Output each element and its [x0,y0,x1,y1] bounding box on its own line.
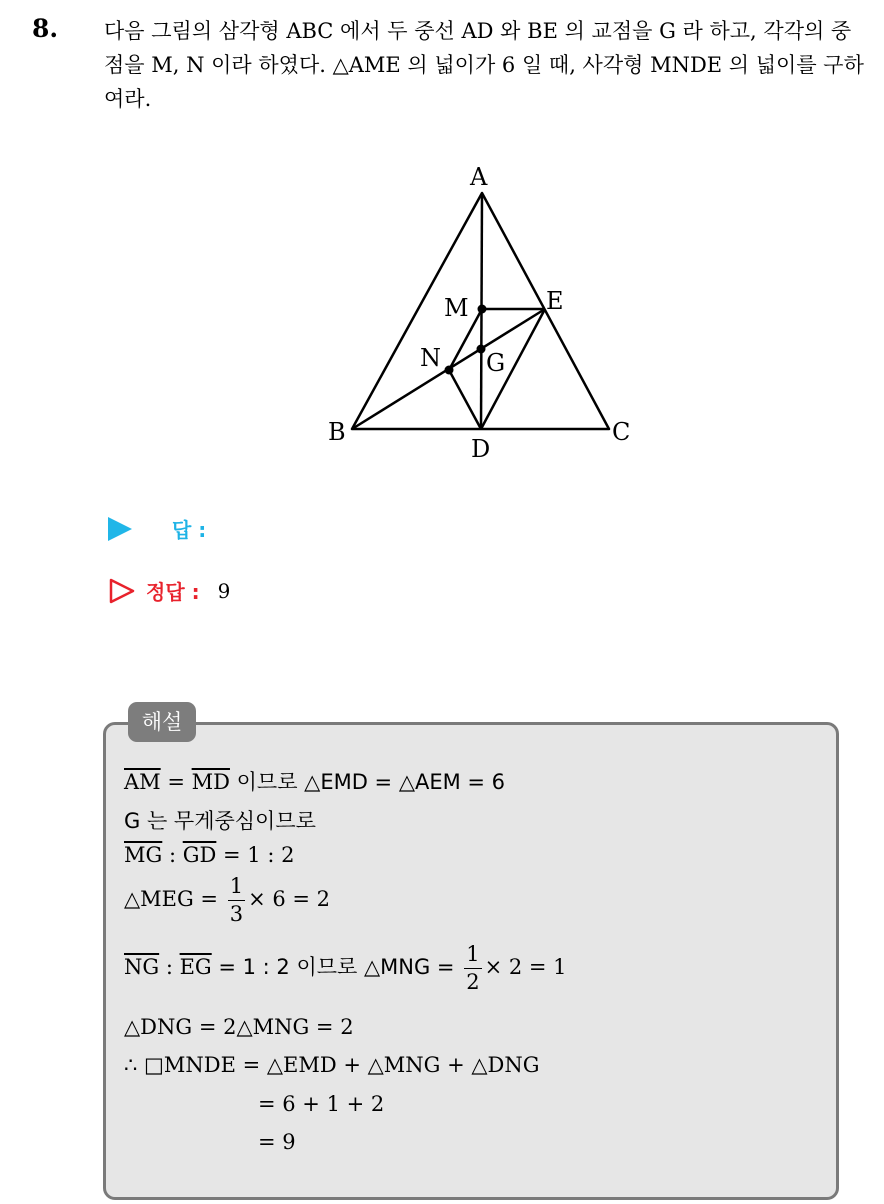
question-text: 다음 그림의 삼각형 ABC 에서 두 중선 AD 와 BE 의 교점을 G 라 하고, 각각의 중점을 M, N 이라 하였다. △AME 의 넓이가 6 일 때, 사각형 MNDE 의 넓이를 구하여라. [104,19,864,111]
segment-ng: $\overline{NG}$ [124,955,160,979]
answer-label: 답 : [172,518,207,542]
label-c: C [612,418,631,446]
line-1-rest: 이므로 △EMD = △AEM = 6 [229,770,506,794]
segment-am: $\overline{AM}$ [124,770,161,794]
answer-row [108,514,206,543]
solution-line-5 [124,944,567,993]
line-5-middle: = 1 : 2 이므로 △MNG = [211,955,462,979]
ratio-colon: : [162,843,183,867]
solution-line-1 [124,766,505,796]
segment-eg: $\overline{EG}$ [179,955,212,979]
label-n: N [420,344,441,372]
point-n [445,366,454,375]
fraction-one-half [464,944,481,993]
line-4-start: △MEG = [124,887,225,911]
triangle-diagram [320,158,650,468]
play-filled-icon [108,517,132,541]
equals: = [160,770,192,794]
solution-line-3 [124,843,294,867]
solution-line-9: = 9 [258,1130,296,1154]
fraction-one-third [228,876,245,925]
correct-answer-label: 정답 : [146,580,200,604]
segment-mg: $\overline{MG}$ [124,843,163,867]
line-4-end: × 6 = 2 [248,887,331,911]
segment-gd: $\overline{GD}$ [182,843,217,867]
play-outline-icon [108,577,136,605]
label-m: M [444,294,469,322]
fraction-numerator: 1 [229,874,244,898]
fraction-denominator: 3 [229,902,244,926]
segment-nd [449,370,481,429]
point-g [477,345,486,354]
label-g: G [486,349,506,377]
line-3-rest: = 1 : 2 [216,843,295,867]
solution-line-6: △DNG = 2△MNG = 2 [124,1015,354,1039]
point-m [478,305,487,314]
solution-line-8: = 6 + 1 + 2 [258,1092,385,1116]
correct-answer-value: 9 [217,578,231,603]
solution-line-7: ∴ □MNDE = △EMD + △MNG + △DNG [124,1053,540,1077]
label-d: D [471,435,491,463]
solution-line-4 [124,876,330,925]
label-a: A [470,163,488,191]
triangle-figure [320,158,650,468]
solution-tag: 해설 [128,702,196,742]
label-b: B [328,418,346,446]
segment-md: $\overline{MD}$ [191,770,230,794]
ratio-colon: : [159,955,180,979]
fraction-numerator: 1 [466,942,480,966]
correct-answer-row [108,576,230,605]
solution-line-2: G 는 무게중심이므로 [124,809,316,833]
label-e: E [546,287,564,315]
line-5-end: × 2 = 1 [484,955,567,979]
fraction-denominator: 2 [466,970,480,994]
question-number: 8. [32,14,59,43]
